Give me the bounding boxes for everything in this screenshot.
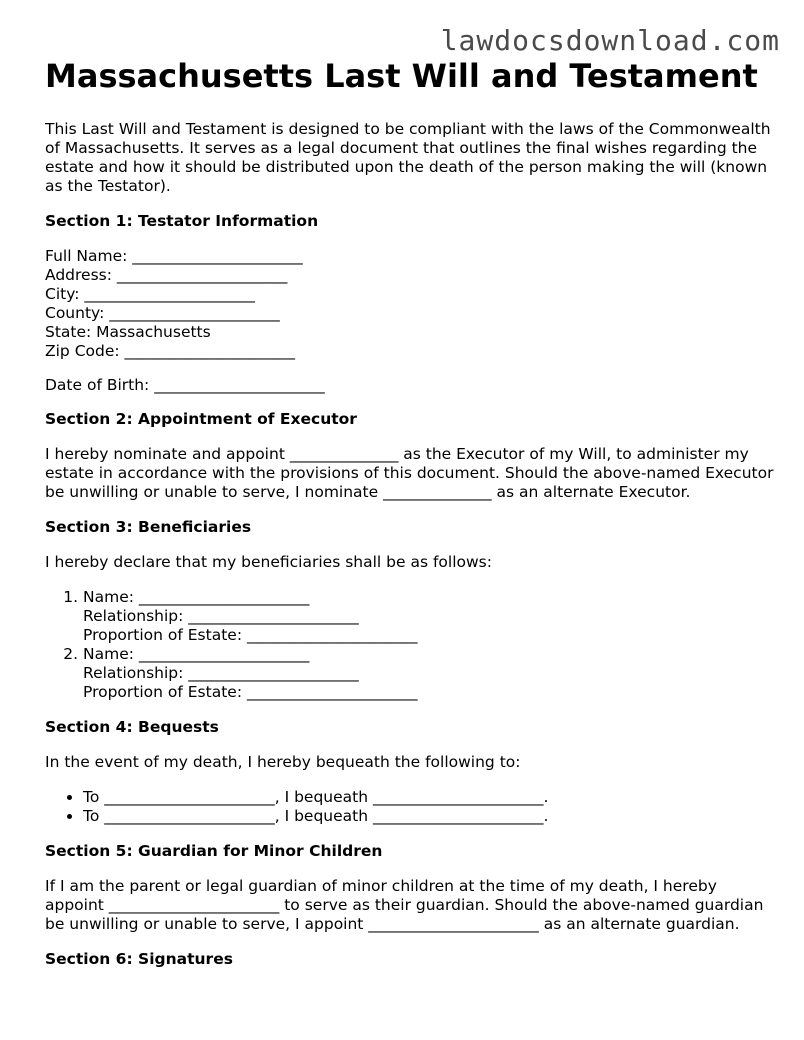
site-watermark: lawdocsdownload.com (440, 24, 780, 57)
intro-paragraph: This Last Will and Testament is designed to be compliant with the laws of the Commonwealth of Massachusetts. It serves as a legal document that outlines the final wishes regarding the estate and how it should be distributed upon the death of the person making the will (known as the Testator). (45, 120, 771, 195)
section-1-heading: Section 1: Testator Information (45, 212, 319, 230)
section-3-heading: Section 3: Beneficiaries (45, 518, 252, 536)
beneficiary-name: 1. Name: ______________________ (83, 588, 310, 606)
list-item: • To ______________________, I bequeath ______________________. (83, 807, 775, 826)
document-body (45, 56, 775, 985)
section-6-heading: Section 6: Signatures (45, 950, 233, 968)
full-name-field: Full Name: ______________________ (45, 247, 303, 265)
beneficiary-relationship: Relationship: ______________________ (83, 607, 359, 625)
testator-fields (45, 247, 775, 361)
beneficiary-proportion: Proportion of Estate: ______________________ (83, 626, 418, 644)
county-field: County: ______________________ (45, 304, 280, 322)
document-title: Massachusetts Last Will and Testament (45, 57, 758, 95)
section-5-heading: Section 5: Guardian for Minor Children (45, 842, 383, 860)
city-field: City: ______________________ (45, 285, 255, 303)
section-2-heading: Section 2: Appointment of Executor (45, 410, 357, 428)
bequests-intro: In the event of my death, I hereby bequeath the following to: (45, 753, 521, 771)
beneficiaries-intro: I hereby declare that my beneficiaries shall be as follows: (45, 553, 492, 571)
section-4-heading: Section 4: Bequests (45, 718, 219, 736)
guardian-paragraph: If I am the parent or legal guardian of minor children at the time of my death, I hereby appoint ______________________ to serve as their guardian. Should the above-named guardian be unwilling or unable to serve, I appoint ______________________ as an alternate guardian. (45, 877, 764, 933)
bequests-list (45, 788, 775, 826)
executor-paragraph: I hereby nominate and appoint ______________ as the Executor of my Will, to administer my estate in accordance with the provisions of this document. Should the above-named Executor be unwilling or unable to serve, I nominate ______________ as an alternate Executor. (45, 445, 774, 501)
address-field: Address: ______________________ (45, 266, 288, 284)
beneficiary-relationship: Relationship: ______________________ (83, 664, 359, 682)
beneficiary-name: 2. Name: ______________________ (83, 645, 310, 663)
list-item: • To ______________________, I bequeath ______________________. (83, 788, 775, 807)
date-of-birth-field: Date of Birth: ______________________ (45, 376, 325, 394)
zip-code-field: Zip Code: ______________________ (45, 342, 296, 360)
dob-block (45, 376, 775, 395)
list-item (83, 588, 775, 645)
state-field: State: Massachusetts (45, 323, 211, 341)
beneficiary-proportion: Proportion of Estate: ______________________ (83, 683, 418, 701)
beneficiaries-list (45, 588, 775, 702)
list-item (83, 645, 775, 702)
